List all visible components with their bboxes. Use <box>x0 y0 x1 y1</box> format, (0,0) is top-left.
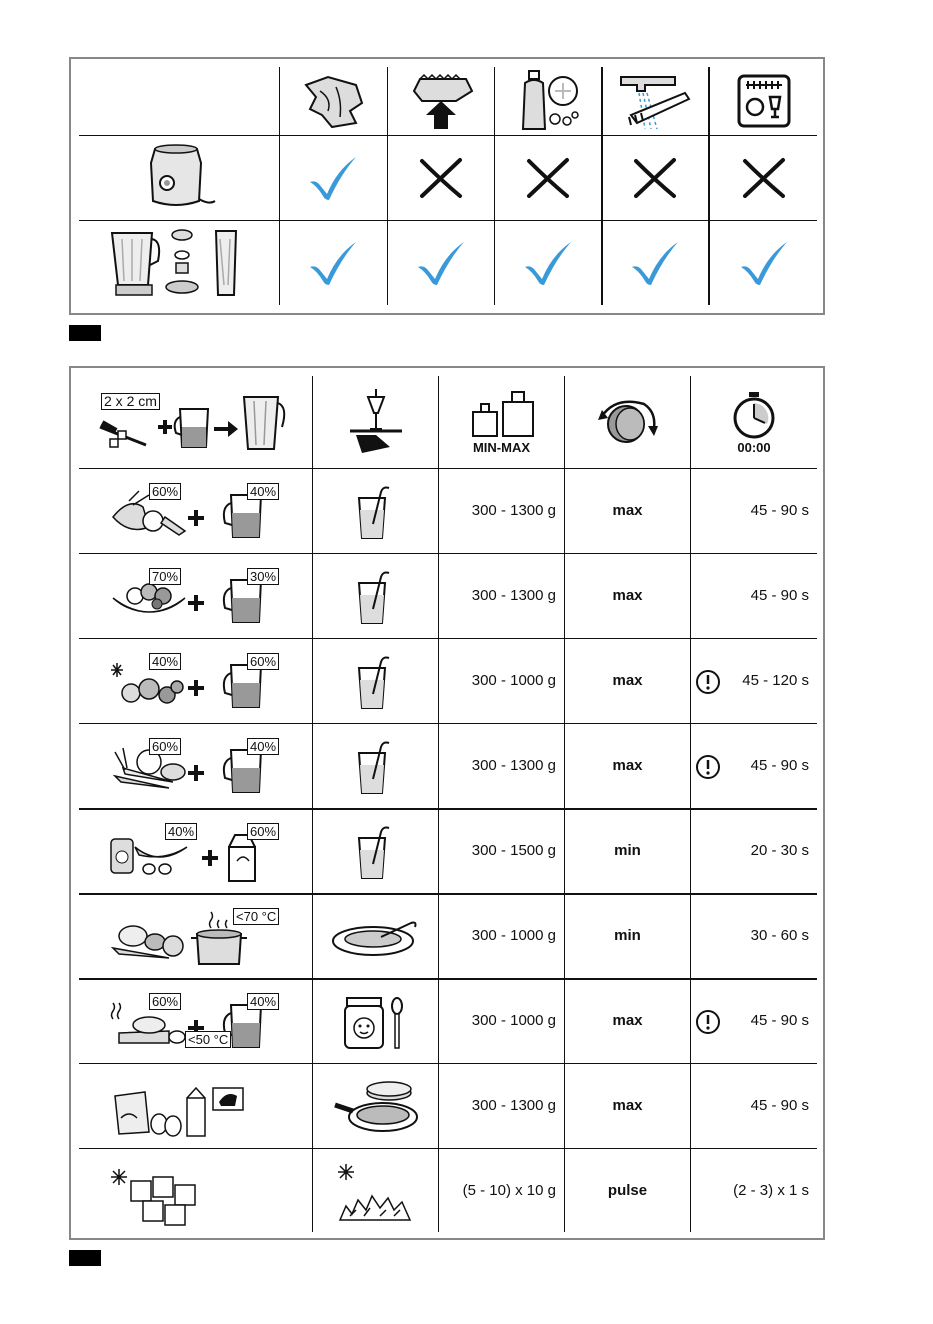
batter-ingredients-icon <box>109 1082 249 1138</box>
time-value: 45 - 90 s <box>750 1012 809 1029</box>
timer-header-label: 00:00 <box>737 439 771 455</box>
smoothie-glass-icon <box>313 554 438 639</box>
plus-icon <box>187 594 205 612</box>
ratio-liquid-label: 60% <box>247 653 279 670</box>
prep-size-label: 2 x 2 cm <box>101 393 160 410</box>
ratio-liquid-label: 40% <box>247 738 279 755</box>
weight-value: 300 - 1300 g <box>471 1097 556 1114</box>
temperature-label: <50 °C <box>185 1031 231 1048</box>
smoothie-glass-icon <box>313 469 438 554</box>
ratio-solid-label: 40% <box>149 653 181 670</box>
brush-under-tap-icon <box>602 67 708 135</box>
ratio-liquid-label: 60% <box>247 823 279 840</box>
speed-value: max <box>612 502 643 519</box>
time-value: (2 - 3) x 1 s <box>733 1182 809 1199</box>
ratio-liquid-label: 40% <box>247 993 279 1010</box>
ratio-solid-label: 60% <box>149 993 181 1010</box>
cross-icon <box>387 136 494 220</box>
ice-cubes-icon <box>109 1167 199 1227</box>
speed-knob-icon <box>565 376 690 468</box>
section-marker <box>69 325 101 341</box>
plus-icon <box>187 764 205 782</box>
weight-value: 300 - 1300 g <box>471 757 556 774</box>
dish-detergent-icon <box>494 67 601 135</box>
smoothie-glass-icon <box>313 724 438 809</box>
timer-header <box>691 376 817 468</box>
weight-value: 300 - 1300 g <box>471 502 556 519</box>
ratio-solid-label: 70% <box>149 568 181 585</box>
speed-value: min <box>614 927 641 944</box>
time-value: 45 - 90 s <box>750 1097 809 1114</box>
ratio-liquid-label: 40% <box>247 483 279 500</box>
baby-food-jar-icon <box>313 979 438 1064</box>
ingredient-cell <box>79 469 312 554</box>
check-icon <box>710 221 817 305</box>
smoothie-glass-icon <box>313 639 438 724</box>
section-marker <box>69 1250 101 1266</box>
speed-value: max <box>612 672 643 689</box>
check-icon <box>602 221 708 305</box>
check-icon <box>279 221 387 305</box>
plus-icon <box>187 679 205 697</box>
ingredient-cell <box>79 809 312 894</box>
ratio-solid-label: 60% <box>149 483 181 500</box>
ingredient-cell <box>79 979 312 1064</box>
speed-value: max <box>612 757 643 774</box>
time-value: 45 - 90 s <box>750 757 809 774</box>
blender-parts-icon <box>79 221 279 305</box>
weight-value: 300 - 1300 g <box>471 587 556 604</box>
ingredient-cell <box>79 1149 312 1234</box>
weight-value: 300 - 1500 g <box>471 842 556 859</box>
ingredient-cell <box>79 1064 312 1149</box>
weight-header-label: MIN-MAX <box>472 439 531 455</box>
time-value: 45 - 120 s <box>742 672 809 689</box>
cross-icon <box>710 136 817 220</box>
weight-value: 300 - 1000 g <box>471 927 556 944</box>
speed-value: max <box>612 587 643 604</box>
weight-icon <box>467 390 537 440</box>
cleaning-table <box>69 57 825 315</box>
ratio-solid-label: 60% <box>149 738 181 755</box>
dishwasher-icon <box>710 67 817 135</box>
prep-header-icon <box>79 376 312 468</box>
cross-icon <box>494 136 601 220</box>
cloth-icon <box>279 67 387 135</box>
ratio-liquid-label: <70 °C <box>233 908 279 925</box>
weight-value: (5 - 10) x 10 g <box>462 1182 556 1199</box>
ratio-solid-label: 40% <box>165 823 197 840</box>
stopwatch-icon <box>729 390 779 440</box>
pancake-pan-icon <box>313 1064 438 1149</box>
plus-icon <box>187 509 205 527</box>
sponge-scrub-icon <box>387 67 494 135</box>
speed-value: max <box>612 1012 643 1029</box>
check-icon <box>387 221 494 305</box>
check-icon <box>494 221 601 305</box>
plus-icon <box>201 849 219 867</box>
weight-header <box>439 376 564 468</box>
ingredient-cell <box>79 554 312 639</box>
ingredient-cell <box>79 639 312 724</box>
time-value: 45 - 90 s <box>750 587 809 604</box>
soup-plate-icon <box>313 894 438 979</box>
ingredient-cell <box>79 894 312 979</box>
crushed-ice-icon <box>313 1149 438 1234</box>
speed-value: min <box>614 842 641 859</box>
weight-value: 300 - 1000 g <box>471 672 556 689</box>
smoothie-glass-icon <box>313 809 438 894</box>
ingredient-cell <box>79 724 312 809</box>
motor-base-icon <box>79 136 279 220</box>
time-value: 20 - 30 s <box>750 842 809 859</box>
serving-hand-icon <box>313 376 438 468</box>
time-value: 45 - 90 s <box>750 502 809 519</box>
time-value: 30 - 60 s <box>750 927 809 944</box>
speed-value: max <box>612 1097 643 1114</box>
soup-vegetables-icon <box>109 912 189 962</box>
cross-icon <box>602 136 708 220</box>
check-icon <box>279 136 387 220</box>
ratio-liquid-label: 30% <box>247 568 279 585</box>
weight-value: 300 - 1000 g <box>471 1012 556 1029</box>
recipe-table <box>69 366 825 1240</box>
speed-value: pulse <box>607 1182 648 1199</box>
